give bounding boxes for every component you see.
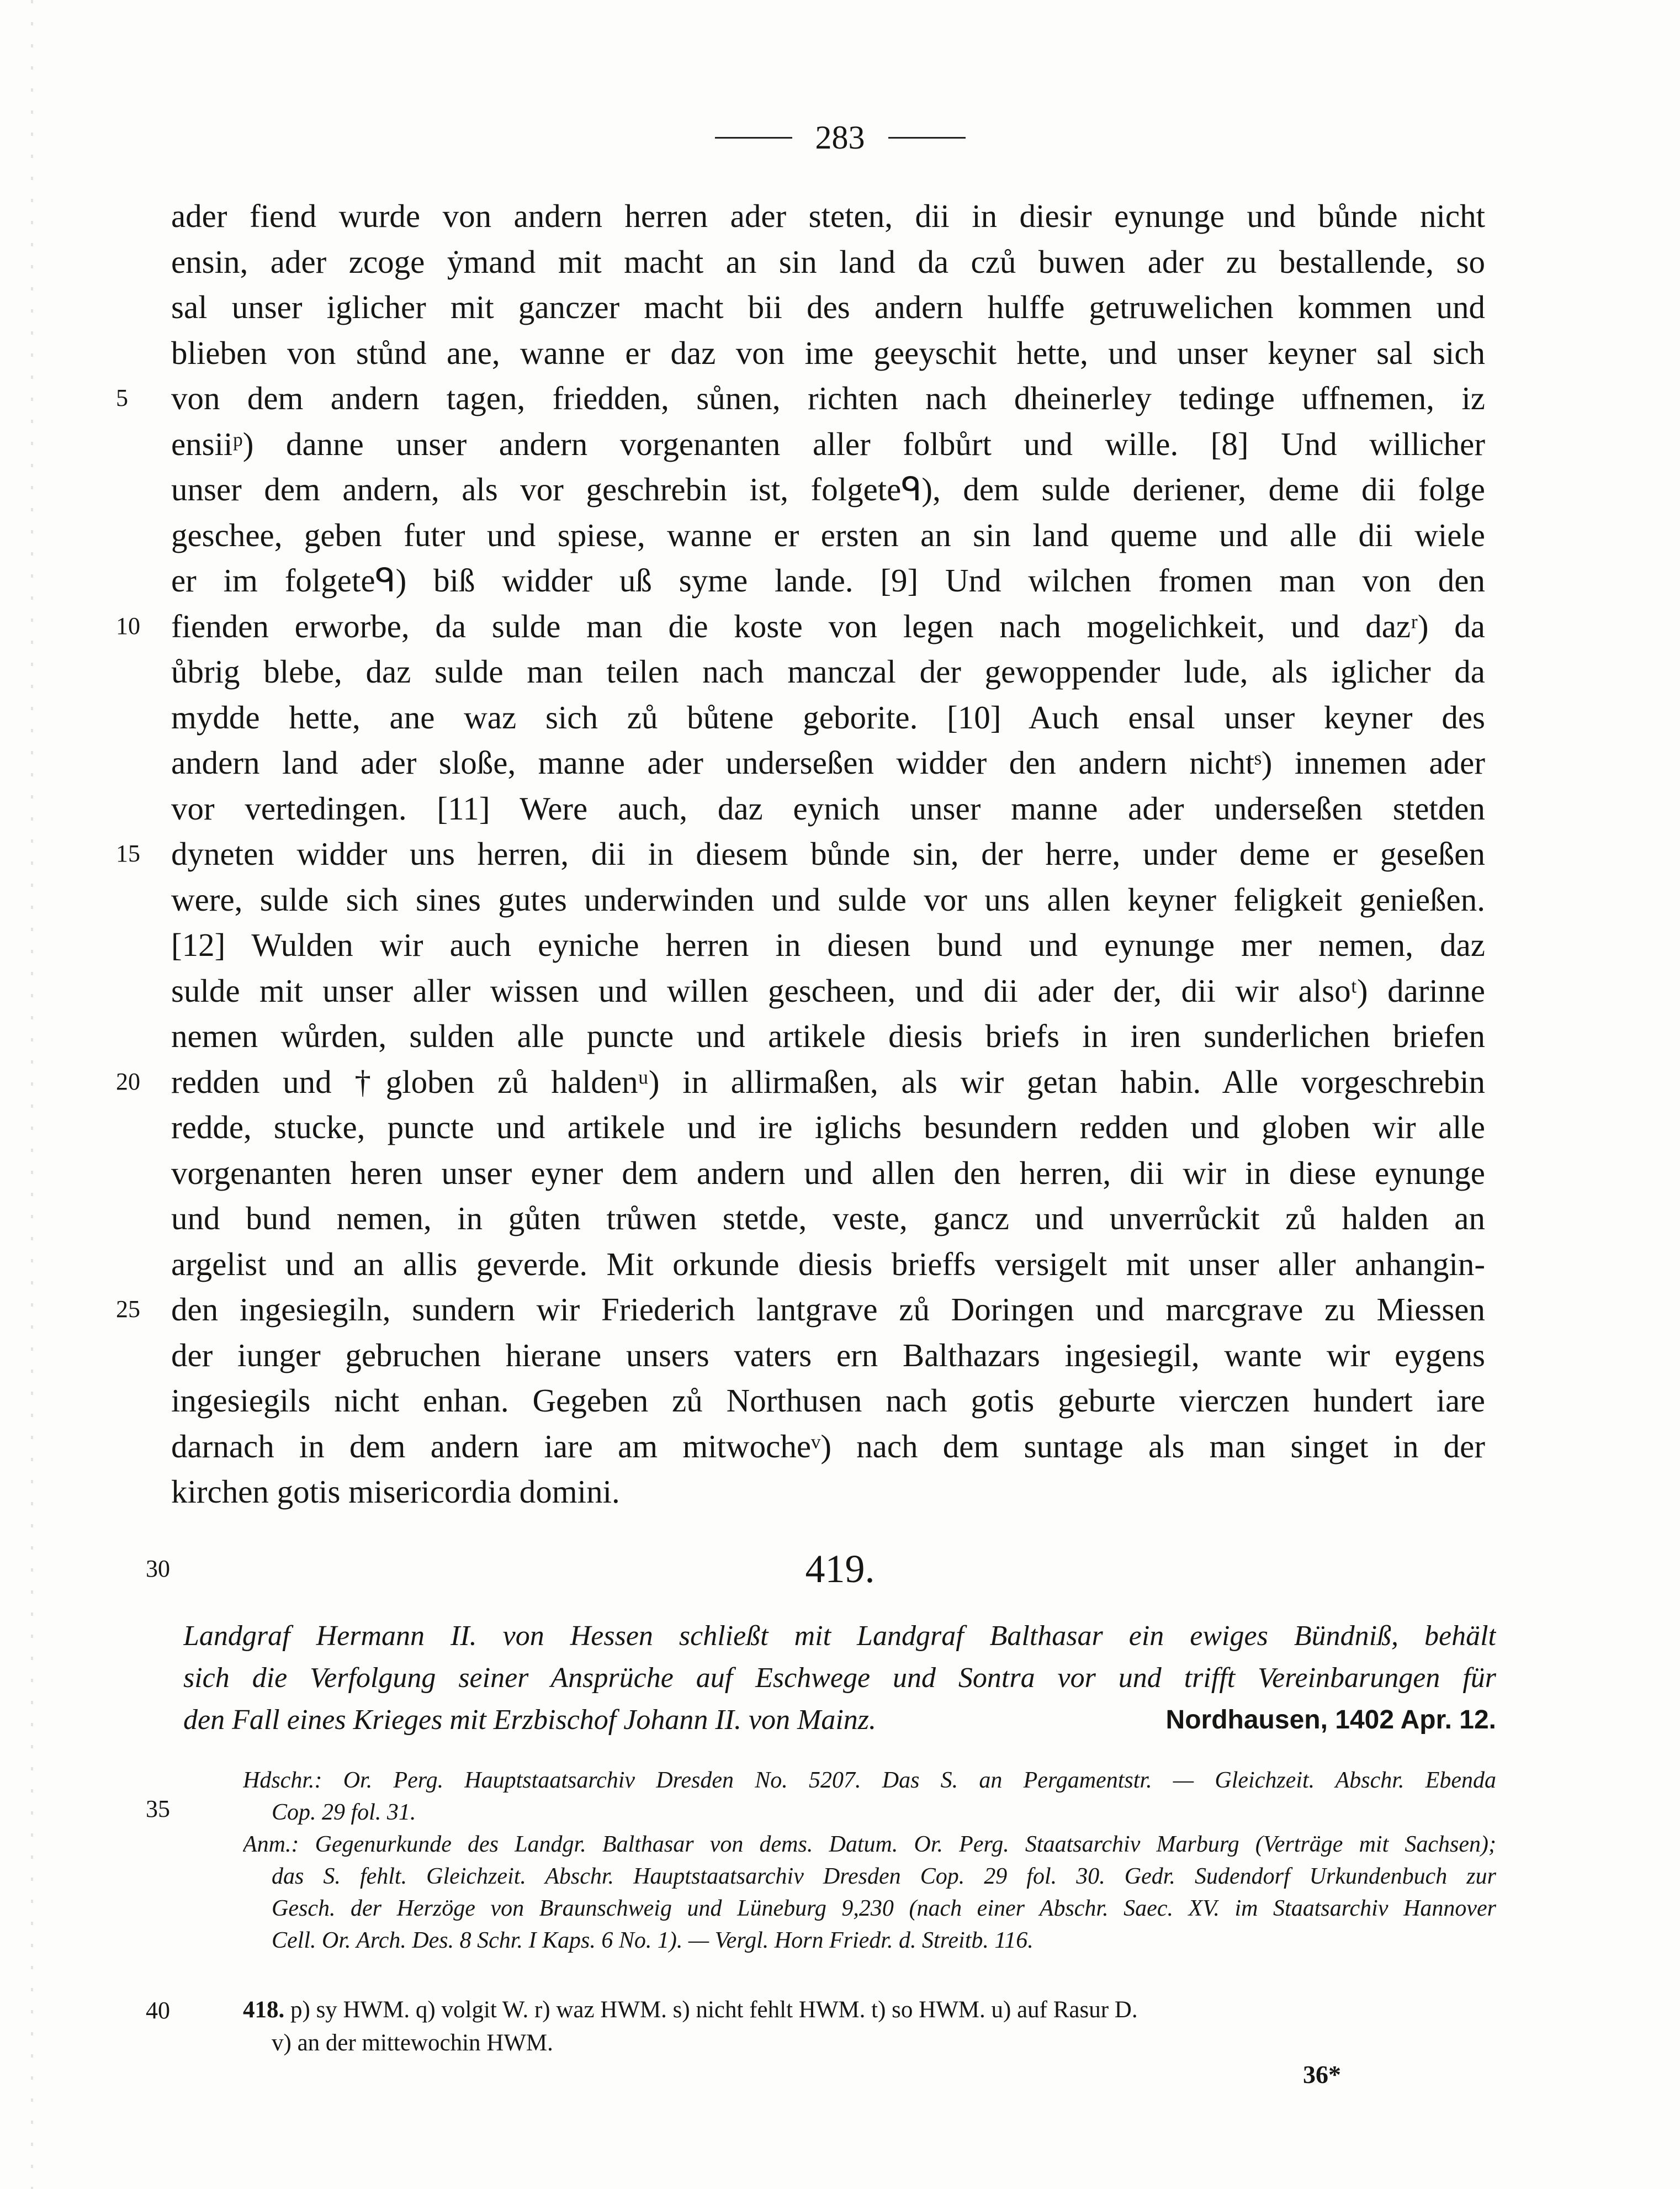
text-line (171, 284, 1485, 330)
text-line (171, 239, 1485, 285)
text-line (171, 695, 1485, 741)
source-line: das S. fehlt. Gleichzeit. Abschr. Hauptstaatsarchiv Dresden Cop. 29 fol. 30. Gedr. Sudendorf Urkundenbuch zur (272, 1864, 1496, 1889)
line-number: 25 (116, 1296, 140, 1323)
scan-margin-speckle (31, 0, 33, 2189)
footnote-line (243, 1994, 1496, 2027)
regest-line-last (183, 1699, 1496, 1741)
regest-line: sich die Verfolgung seiner Ansprüche auf Eschwege und Sontra vor und trifft Vereinbarungen für (183, 1662, 1496, 1694)
line-text: argelist und an allis geverde. Mit orkunde diesis brieffs versigelt mit unser aller anhangin- (171, 1245, 1485, 1282)
line-text: nemen wůrden, sulden alle puncte und artikele diesis briefs in iren sunderlichen briefen (171, 1018, 1485, 1054)
charter-text (116, 193, 1485, 1515)
line-text: sal unser iglicher mit ganczer macht bii des andern hulffe getruwelichen kommen und (171, 289, 1485, 325)
text-line (171, 786, 1485, 832)
line-text: fienden erworbe, da sulde man die koste von legen nach mogelichkeit, und dazʳ) da (171, 607, 1485, 644)
line-text: were, sulde sich sines gutes underwinden und sulde vor uns allen keyner feligkeit genießen. (171, 881, 1485, 918)
regest (183, 1615, 1496, 1741)
source-line: Cop. 29 fol. 31. (272, 1800, 416, 1825)
page-number: 283 (815, 119, 865, 156)
text-line (171, 1196, 1485, 1241)
line-text: ader fiend wurde von andern herren ader steten, dii in diesir eynunge und bůnde nicht (171, 198, 1485, 234)
text-line (116, 831, 1485, 877)
text-line (171, 1104, 1485, 1150)
regest-line-text: den Fall eines Krieges mit Erzbischof Johann II. von Mainz. (183, 1704, 877, 1736)
text-line (171, 421, 1485, 467)
text-line (116, 376, 1485, 421)
text-line (116, 1059, 1485, 1105)
line-number-40: 40 (146, 1997, 170, 2024)
line-text: redden und †globen zů haldenᵘ) in allirmaßen, als wir getan habin. Alle vorgeschrebin (171, 1063, 1485, 1100)
line-text: redde, stucke, puncte und artikele und ire iglichs besundern redden und globen wir alle (171, 1109, 1485, 1145)
line-text: der iunger gebruchen hierane unsers vaters ern Balthazars ingesiegil, wante wir eygens (171, 1336, 1485, 1373)
text-line (171, 558, 1485, 604)
regest-line: Landgraf Hermann II. von Hessen schließt mit Landgraf Balthasar ein ewiges Bündniß, behält (183, 1620, 1496, 1652)
footnote-line: v) an der mittewochin HWM. (272, 2030, 553, 2056)
line-text: unser dem andern, als vor geschrebin ist, folgeteᑫ), dem sulde deriener, deme dii folge (171, 471, 1485, 507)
text-line (171, 1469, 1485, 1515)
line-text: ůbrig blebe, daz sulde man teilen nach manczal der gewoppender lude, als iglicher da (171, 653, 1485, 690)
header-rule-right (888, 137, 966, 139)
place-date: Nordhausen, 1402 Apr. 12. (1165, 1705, 1496, 1735)
line-text: er im folgeteᑫ) biß widder uß syme lande. [9] Und wilchen fromen man von den (171, 562, 1485, 599)
line-number: 15 (116, 840, 140, 867)
footnote-ref: 418. (243, 1997, 285, 2023)
text-line (171, 740, 1485, 786)
line-text: vor vertedingen. [11] Were auch, daz eynich unser manne ader underseßen stetden (171, 790, 1485, 827)
text-line (171, 968, 1485, 1014)
line-text: geschee, geben futer und spiese, wanne er ersten an sin land queme und alle dii wiele (171, 516, 1485, 553)
source-line: Hdschr.: Or. Perg. Hauptstaatsarchiv Dresden No. 5207. Das S. an Pergamentstr. — Gleichzeit. Abschr. Ebenda (243, 1768, 1496, 1793)
line-text: darnach in dem andern iare am mitwocheᵛ) nach dem suntage als man singet in der (171, 1427, 1485, 1464)
line-text: blieben von stůnd ane, wanne er daz von ime geeyschit hette, und unser keyner sal sich (171, 334, 1485, 371)
line-text: sulde mit unser aller wissen und willen gescheen, und dii ader der, dii wir alsoᵗ) darinne (171, 972, 1485, 1009)
text-line (171, 193, 1485, 239)
sheet-signature: 36* (1303, 2060, 1341, 2088)
line-text: und bund nemen, in gůten trůwen stetde, veste, gancz und unverrůckit zů halden an (171, 1200, 1485, 1236)
line-number-30: 30 (146, 1555, 170, 1582)
text-line (171, 877, 1485, 923)
text-line (171, 1333, 1485, 1378)
text-line (171, 330, 1485, 376)
line-text: andern land ader sloße, manne ader underseßen widder den andern nichtˢ) innemen ader (171, 744, 1485, 781)
line-text: kirchen gotis misericordia domini. (171, 1473, 620, 1510)
line-text: ensiiᵖ) danne unser andern vorgenanten aller folbůrt und wille. [8] Und willicher (171, 425, 1485, 462)
text-line (171, 1241, 1485, 1287)
footnotes (243, 1994, 1496, 2060)
text-line (171, 1424, 1485, 1469)
footnote-text: p) sy HWM. q) volgit W. r) waz HWM. s) nicht fehlt HWM. t) so HWM. u) auf Rasur D. (290, 1997, 1138, 2023)
source-line: Anm.: Gegenurkunde des Landgr. Balthasar von dems. Datum. Or. Perg. Staatsarchiv Marburg (Verträge mit Sachsen); (243, 1832, 1496, 1857)
text-line (171, 922, 1485, 968)
text-line (171, 1150, 1485, 1196)
line-text: ensin, ader zcoge ẏmand mit macht an sin land da czů buwen ader zu bestallende, so (171, 243, 1485, 280)
line-number: 20 (116, 1067, 140, 1095)
line-number-35: 35 (146, 1795, 170, 1822)
line-text: ingesiegils nicht enhan. Gegeben zů Northusen nach gotis geburte vierczen hundert iare (171, 1382, 1485, 1419)
document-number: 419. (805, 1547, 875, 1591)
line-text: mydde hette, ane waz sich zů bůtene geborite. [10] Auch ensal unser keyner des (171, 699, 1485, 736)
source-line: Gesch. der Herzöge von Braunschweig und Lüneburg 9,230 (nach einer Abschr. Saec. XV. im Staatsarchiv Hannover (272, 1896, 1496, 1921)
line-number: 10 (116, 612, 140, 639)
text-line (171, 467, 1485, 512)
line-text: von dem andern tagen, friedden, sůnen, richten nach dheinerley tedinge uffnemen, iz (171, 380, 1485, 416)
text-line (171, 649, 1485, 695)
text-line (116, 1287, 1485, 1333)
line-text: dyneten widder uns herren, dii in diesem bůnde sin, der herre, under deme er geseßen (171, 836, 1485, 872)
text-line (171, 1013, 1485, 1059)
line-text: den ingesiegiln, sundern wir Friederich lantgrave zů Doringen und marcgrave zu Miessen (171, 1291, 1485, 1328)
header-rule-left (715, 137, 792, 139)
line-text: vorgenanten heren unser eyner dem andern und allen den herren, dii wir in diese eynunge (171, 1154, 1485, 1191)
line-text: [12] Wulden wir auch eyniche herren in diesen bund und eynunge mer nemen, daz (171, 927, 1485, 963)
line-number: 5 (116, 384, 128, 411)
source-line: Cell. Or. Arch. Des. 8 Schr. I Kaps. 6 No. 1). — Vergl. Horn Friedr. d. Streitb. 116. (272, 1928, 1034, 1953)
text-line (116, 604, 1485, 649)
page-header (0, 119, 1680, 157)
source-notes (243, 1764, 1496, 1957)
text-line (171, 512, 1485, 558)
text-line (171, 1378, 1485, 1424)
